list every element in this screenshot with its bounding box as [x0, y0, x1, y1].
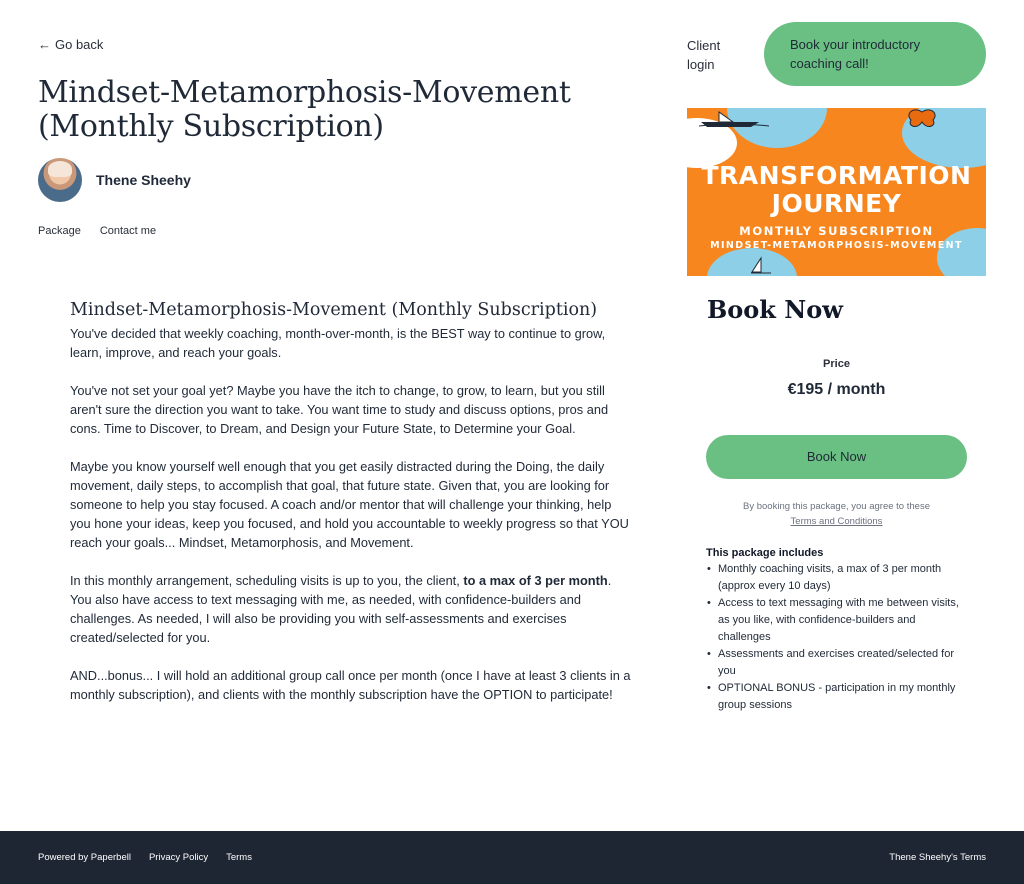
price-label: Price	[823, 358, 850, 370]
includes-list	[706, 561, 971, 714]
terms-and-conditions-link[interactable]: Terms and Conditions	[790, 516, 883, 527]
book-now-button[interactable]: Book Now	[706, 435, 967, 479]
footer	[0, 831, 1024, 884]
avatar	[38, 158, 82, 202]
privacy-policy-link[interactable]: Privacy Policy	[148, 852, 209, 863]
tab-bar	[38, 225, 156, 237]
description-paragraph: You've decided that weekly coaching, month-over-month, is the BEST way to continue to grow, learn, improve, and reach your goals.	[70, 326, 606, 360]
description-paragraph: You've not set your goal yet? Maybe you have the itch to change, to grow, to learn, but you still aren't sure the direction you want to take. You want time to study and discuss options, pros and cons. Time to Discover, to Dream, and Design your Future State, to Determine your Goal.	[70, 383, 609, 436]
terms-link[interactable]: Terms	[226, 852, 252, 863]
package-description	[70, 300, 635, 723]
tab-package[interactable]: Package	[38, 225, 81, 237]
author-name: Thene Sheehy	[96, 172, 191, 188]
arrow-left-icon: ←	[38, 37, 51, 52]
banner-tagline: MINDSET-METAMORPHOSIS-MOVEMENT	[710, 240, 963, 251]
powered-by-link[interactable]: Powered by Paperbell	[38, 852, 131, 863]
description-paragraph: Maybe you know yourself well enough that you get easily distracted during the Doing, the daily movement, daily steps, to accomplish that goal, that future state. Given that, you are looking for someone to help you stay focused. A coach and/or mentor that will challenge your thinking, help you hone your ideas, keep you focused, and hold you accountable to weekly progress so that YOU reach your goals... Mindset, Metamorphosis, and Movement.	[70, 459, 629, 550]
banner-subtitle: MONTHLY SUBSCRIPTION	[739, 224, 934, 238]
banner-title-line2: JOURNEY	[771, 189, 902, 218]
boat-icon	[699, 110, 769, 128]
sailboat-icon	[749, 256, 773, 276]
description-text: . You also have access to text messaging with me, as needed, with confidence-builders and challenges. As needed, I will also be providing you with self-assessments and exercises created/selected for you.	[70, 573, 612, 645]
list-item: • Monthly coaching visits, a max of 3 per month (approx every 10 days)	[706, 561, 971, 595]
description-paragraph	[70, 571, 635, 647]
list-item: • Access to text messaging with me between visits, as you like, with confidence-builders and challenges	[706, 595, 971, 646]
owner-terms-link[interactable]: Thene Sheehy's Terms	[889, 852, 986, 863]
description-paragraph: AND...bonus... I will hold an additional group call once per month (once I have at least 3 clients in a monthly subscription), and clients with the monthly subscription have the OPTION to participate!	[70, 668, 631, 702]
footer-links	[38, 852, 252, 863]
page-title: Mindset-Metamorphosis-Movement (Monthly Subscription)	[38, 75, 571, 144]
description-bold-text: to a max of 3 per month	[463, 573, 608, 588]
go-back-label: Go back	[55, 37, 104, 52]
go-back-link[interactable]	[38, 37, 103, 52]
description-text: In this monthly arrangement, scheduling visits is up to you, the client,	[70, 573, 464, 588]
list-item: • OPTIONAL BONUS - participation in my monthly group sessions	[706, 680, 971, 714]
banner-title-line1: TRANSFORMATION	[701, 161, 972, 190]
agreement-text: By booking this package, you agree to these	[743, 501, 930, 512]
list-item: • Assessments and exercises created/selected for you	[706, 646, 971, 680]
author-info	[38, 158, 191, 202]
intro-call-button[interactable]: Book your introductory coaching call!	[764, 22, 986, 86]
price-value: €195 / month	[787, 381, 886, 398]
butterfly-icon	[905, 108, 939, 130]
client-login-link[interactable]: Client login	[687, 38, 721, 72]
tab-contact-me[interactable]: Contact me	[99, 225, 157, 237]
package-banner-image	[687, 108, 986, 276]
booking-heading: Book Now	[707, 295, 843, 324]
booking-agreement	[706, 499, 967, 529]
description-heading: Mindset-Metamorphosis-Movement (Monthly Subscription)	[70, 300, 598, 320]
includes-title: This package includes	[706, 547, 824, 559]
package-includes	[706, 547, 971, 714]
